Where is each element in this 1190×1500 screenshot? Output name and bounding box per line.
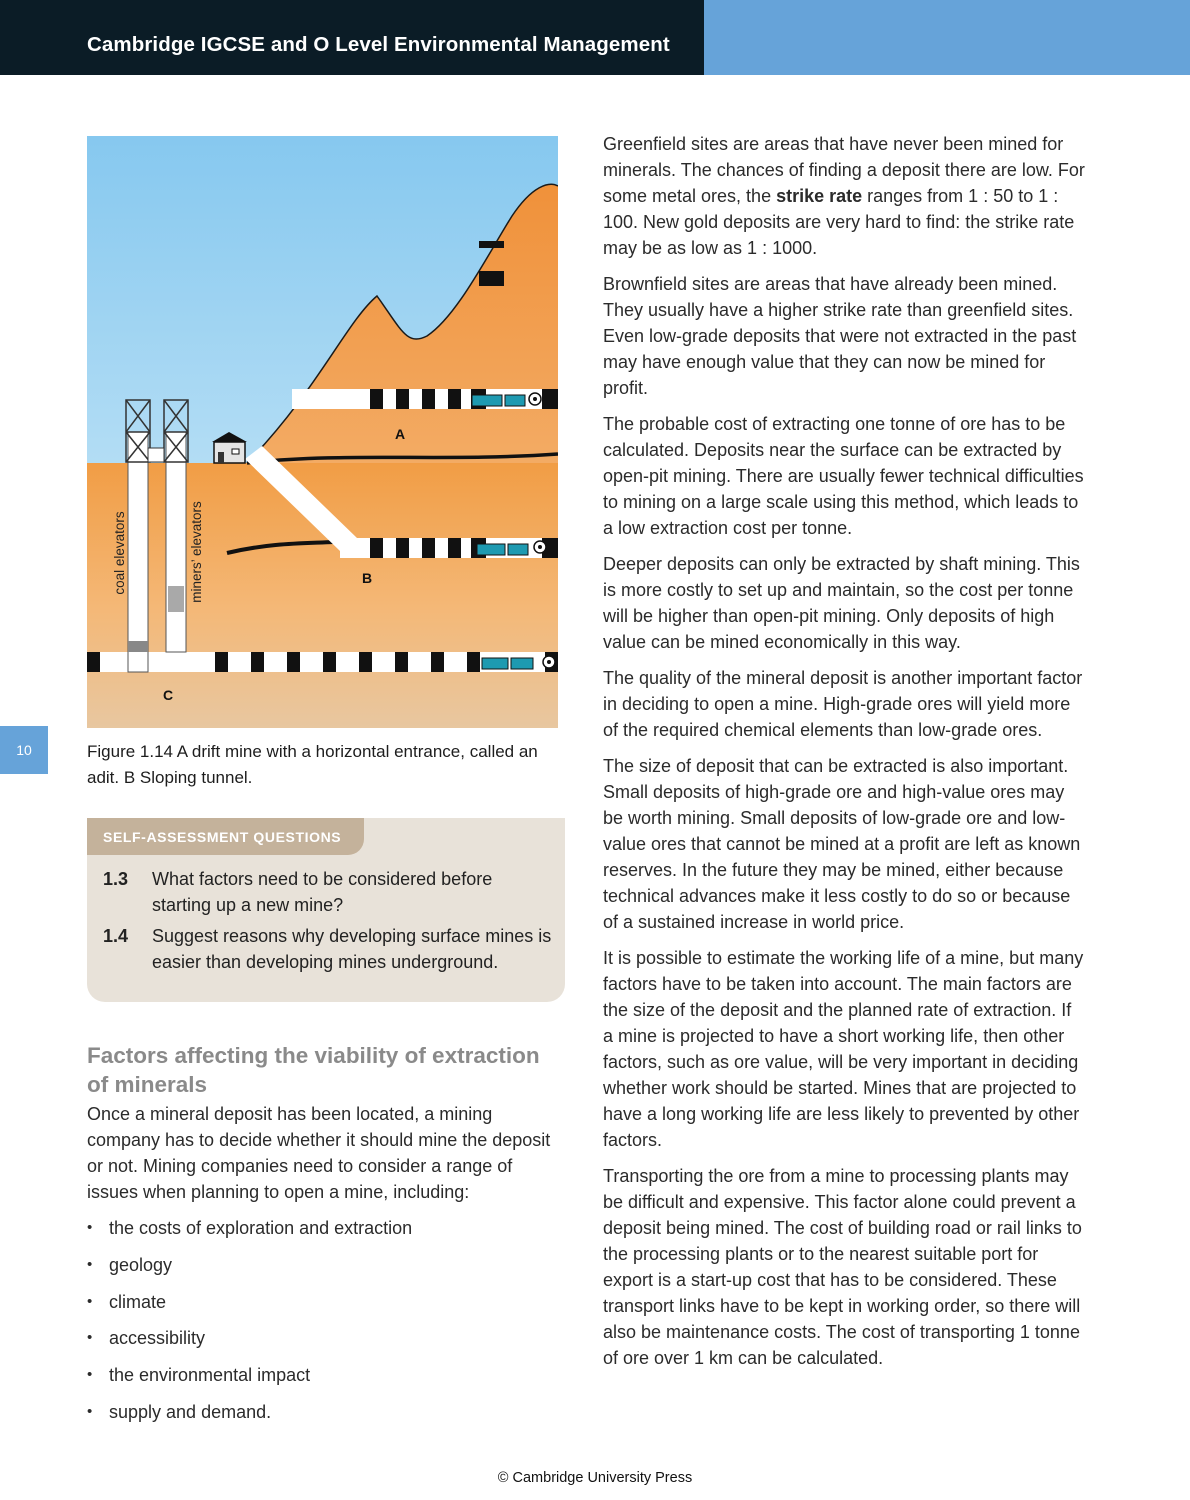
paragraph-text: Greenfield sites are areas that have never been mined for minerals. The chances of finding a deposit there are low. For some metal ores, the xyxy=(603,134,1085,206)
label-coal-elevators: coal elevators xyxy=(112,511,127,595)
label-c: C xyxy=(162,687,174,703)
label-b: B xyxy=(361,570,373,586)
list-item: • climate xyxy=(87,1288,557,1325)
question-text: What factors need to be considered before starting up a new mine? xyxy=(152,869,493,915)
self-assessment-title: SELF-ASSESSMENT QUESTIONS xyxy=(87,818,364,855)
factors-list xyxy=(87,1214,557,1435)
question-item xyxy=(103,923,553,975)
page-number: 10 xyxy=(0,726,48,774)
section-intro: Once a mineral deposit has been located, a mining company has to decide whether it should mine the deposit or not. Mining companies need to consider a range of issues when planning to open a mine, including: xyxy=(87,1104,551,1202)
mine-diagram xyxy=(87,136,558,728)
self-assessment-box xyxy=(87,818,565,1002)
paragraph: Deeper deposits can only be extracted by shaft mining. This is more costly to set up and maintain, so the cost per tonne will be higher than open-pit mining. Only deposits of high value can be mined economically in this way. xyxy=(603,554,1080,652)
figure-caption: Figure 1.14 A drift mine with a horizontal entrance, called an adit. B Sloping tunnel. xyxy=(87,742,538,787)
list-item: • geology xyxy=(87,1251,557,1288)
paragraph-text: ranges from 1 : 50 to 1 : 100. New gold deposits are very hard to find: the strike rate may be as low as 1 : 1000. xyxy=(603,186,1075,258)
paragraph: It is possible to estimate the working life of a mine, but many factors have to be taken into account. The main factors are the size of the deposit and the planned rate of extraction. If a mine is projected to have a short working life, then other factors, such as ore value, will be very important in deciding whether work should be started. Mines that are projected to have a long working life are less likely to prevented by other factors. xyxy=(603,948,1084,1150)
label-miners-elevators: miners’ elevators xyxy=(189,501,204,603)
question-item xyxy=(103,866,553,918)
list-item: • the environmental impact xyxy=(87,1361,557,1398)
label-a: A xyxy=(394,426,406,442)
key-term-strike-rate: strike rate xyxy=(776,186,863,206)
list-item: • supply and demand. xyxy=(87,1398,557,1435)
paragraph: The size of deposit that can be extracted is also important. Small deposits of high-grade ore and high-value ores may be worth mining. Small deposits of low-grade ore and low-value ores that cannot be mined at a profit are left as known reserves. In the future they may be mined, either because technical advances make it less costly to do so or because of a sustained increase in world price. xyxy=(603,756,1081,932)
header-accent xyxy=(704,0,1190,75)
paragraph: The quality of the mineral deposit is another important factor in deciding to open a mine. High-grade ores will yield more of the required chemical elements than low-grade ores. xyxy=(603,668,1083,740)
question-text: Suggest reasons why developing surface mines is easier than developing mines underground. xyxy=(152,926,552,972)
question-number: 1.4 xyxy=(103,926,129,946)
question-number: 1.3 xyxy=(103,869,129,889)
list-item: • the costs of exploration and extraction xyxy=(87,1214,557,1251)
book-title: Cambridge IGCSE and O Level Environmental Management xyxy=(87,33,670,56)
paragraph xyxy=(603,131,1085,261)
paragraph: Brownfield sites are areas that have already been mined. They usually have a higher strike rate than greenfield sites. Even low-grade deposits that were not extracted in the past may have enough value that they can now be mined for profit. xyxy=(603,274,1077,398)
section-heading: Factors affecting the viability of extraction of minerals xyxy=(87,1043,540,1097)
copyright-footer: © Cambridge University Press xyxy=(497,1470,693,1486)
list-item: • accessibility xyxy=(87,1324,557,1361)
paragraph: The probable cost of extracting one tonne of ore has to be calculated. Deposits near the surface can be extracted by open-pit mining. There are usually fewer technical difficulties to mining on a large scale using this method, which leads to a low extraction cost per tonne. xyxy=(603,414,1084,538)
paragraph: Transporting the ore from a mine to processing plants may be difficult and expensive. This factor alone could prevent a deposit being mined. The cost of building road or rail links to the processing plants or to the nearest suitable port for export is a start-up cost that has to be considered. These transport links have to be kept in working order, so there will also be maintenance costs. The cost of transporting 1 tonne of ore over 1 km can be calculated. xyxy=(603,1166,1082,1368)
right-column xyxy=(603,131,1085,1381)
